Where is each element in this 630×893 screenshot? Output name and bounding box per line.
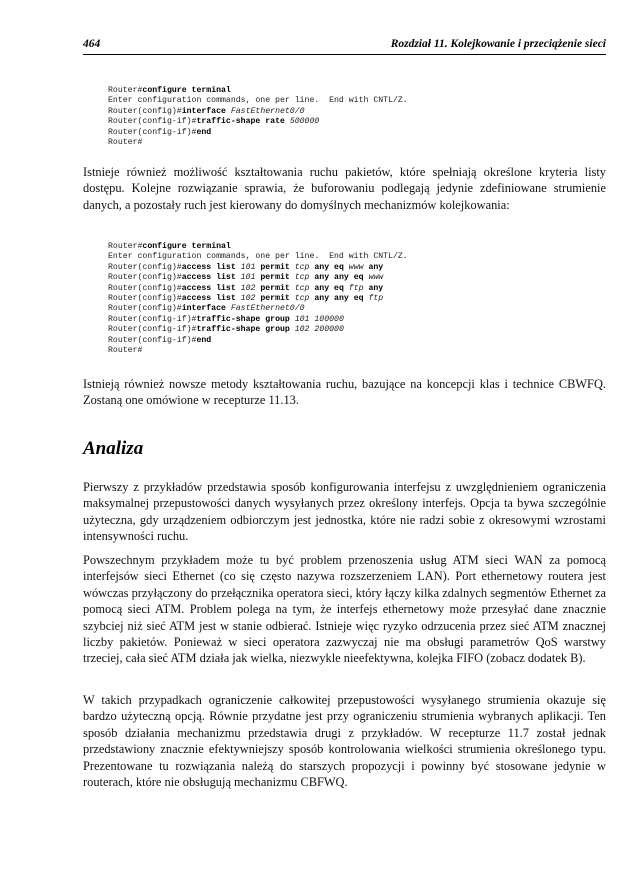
- code-line: Router(config)#access list 102 permit tcp any any eq ftp: [108, 293, 384, 303]
- paragraph: Powszechnym przykładem może tu być problem przenoszenia usług ATM sieci WAN za pomocą interfejsów sieci Ethernet (co się często nazywa rozszerzeniem LAN). Port ethernetowy routera jest wówczas przyłączony do przełącznika operatora sieci, który łączy kilka zdalnych segmentów Ethernet za pomocą sieci ATM. Problem polega na tym, że interfejs ethernetowy może przesyłać dane znacznie szybciej niż sieć ATM jest w stanie odbierać. Istnieje więc ryzyko odrzucenia przez sieć ATM znacznej liczby pakietów. Ponieważ w sieci operatora zazwyczaj nie ma obsługi parametrów QoS warstwy trzeciej, cała sieć ATM działa jak wielka, niezwykle nieefektywna, kolejka FIFO (zobacz dodatek B).: [83, 553, 606, 666]
- code-block-traffic-shape-rate: [108, 86, 408, 148]
- code-line: Router(config)#access list 101 permit tcp any any eq www: [108, 273, 384, 283]
- paragraph: W takich przypadkach ograniczenie całkowitej przepustowości wysyłanego strumienia okazuje się bardzo użyteczną opcją. Równie przydatne jest przy ograniczeniu strumienia wybranych aplikacji. Ten sposób działania mechanizmu przedstawia drugi z przykładów. W recepturze 11.7 został jednak przedstawiony znacznie efektywniejszy sposób kontrolowania wielkości strumienia określonego typu. Prezentowane tu rozwiązania należą do starszych propozycji i powinny być stosowane jedynie w routerach, które nie obsługują mechanizmu CBFWQ.: [83, 693, 606, 790]
- code-line: Router#configure terminal: [108, 242, 231, 251]
- chapter-title: Rozdział 11. Kolejkowanie i przeciążenie sieci: [390, 38, 606, 50]
- running-header: [83, 36, 606, 55]
- code-line: Router(config)#access list 101 permit tcp any eq www any: [108, 262, 384, 272]
- code-block-traffic-shape-group: [108, 242, 408, 356]
- paragraph: Pierwszy z przykładów przedstawia sposób konfigurowania interfejsu z uwzględnieniem ograniczenia maksymalnej przepustowości danych wysyłanych przez określony interfejs. Opcja ta bywa szczególnie użyteczna, gdy urządzeniem odbiorczym jest jednostka, które nie radzi sobie z okresowymi wzrostami intensywności ruchu.: [83, 480, 606, 544]
- code-line: Router(config-if)#traffic-shape rate 500000: [108, 117, 320, 127]
- section-heading: Analiza: [83, 438, 144, 459]
- code-line: Router(config-if)#traffic-shape group 101 100000: [108, 314, 344, 324]
- code-line: Router(config)#access list 102 permit tcp any eq ftp any: [108, 283, 384, 293]
- paragraph: Istnieje również możliwość kształtowania ruchu pakietów, które spełniają określone kryteria listy dostępu. Kolejne rozwiązanie sprawia, że buforowaniu podlegają jedynie zdefiniowane strumienie danych, a pozostały ruch jest kierowany do domyślnych mechanizmów kolejkowania:: [83, 165, 606, 212]
- code-line: Router#: [108, 345, 143, 355]
- code-line: Enter configuration commands, one per line. End with CNTL/Z.: [108, 96, 408, 106]
- code-line: Router#configure terminal: [108, 86, 231, 95]
- code-line: Router(config)#interface FastEthernet0/0: [108, 304, 305, 314]
- code-line: Router#: [108, 137, 143, 147]
- code-line: Router(config-if)#end: [108, 335, 212, 345]
- code-line: Enter configuration commands, one per line. End with CNTL/Z.: [108, 252, 408, 262]
- paragraph: Istnieją również nowsze metody kształtowania ruchu, bazujące na koncepcji klas i technice CBWFQ. Zostaną one omówione w recepturze 11.13.: [83, 377, 606, 408]
- code-line: Router(config-if)#traffic-shape group 102 200000: [108, 325, 344, 335]
- code-line: Router(config-if)#end: [108, 127, 212, 137]
- code-line: Router(config)#interface FastEthernet0/0: [108, 106, 305, 116]
- page-number: 464: [83, 38, 101, 50]
